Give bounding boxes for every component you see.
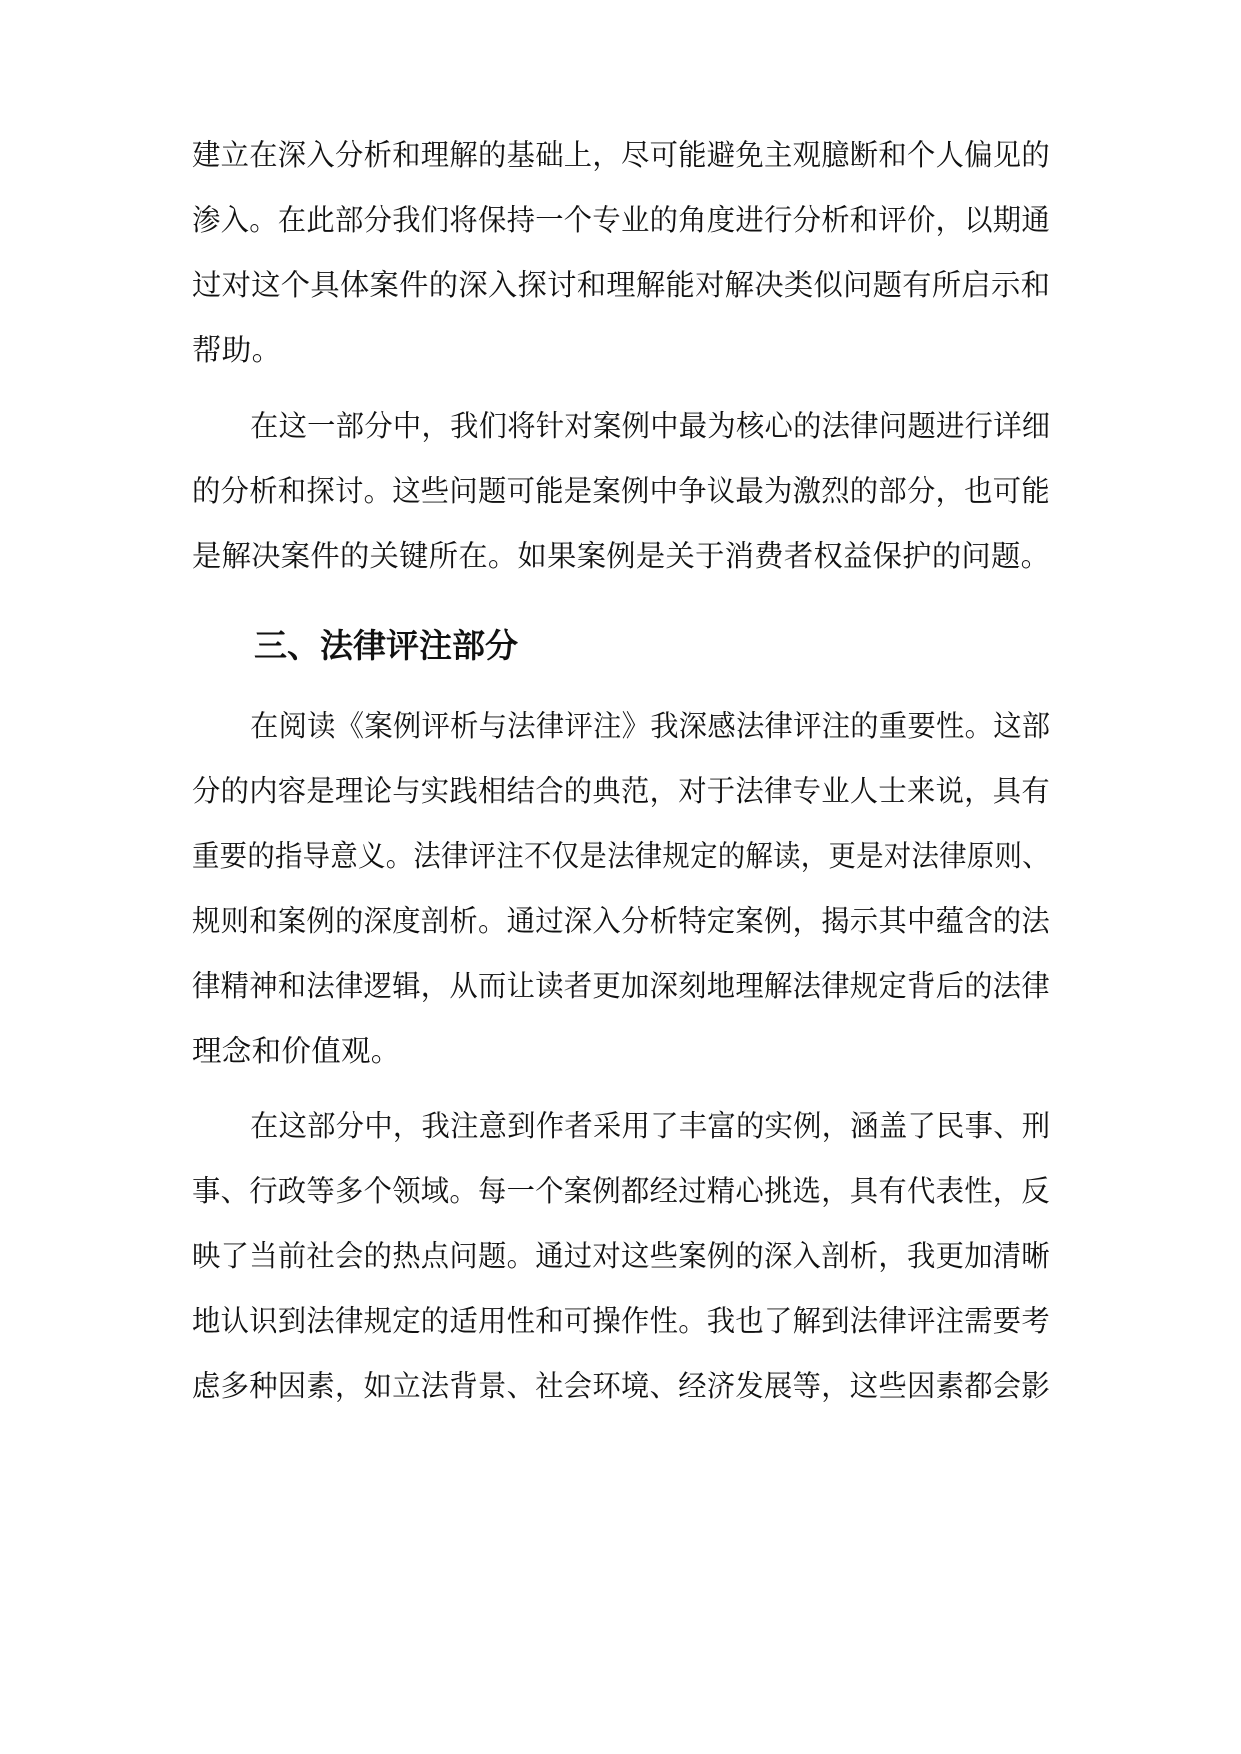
paragraph-line: 渗入。在此部分我们将保持一个专业的角度进行分析和评价，以期通 xyxy=(192,203,1051,237)
paragraph-line: 是解决案件的关键所在。如果案例是关于消费者权益保护的问题。 xyxy=(192,539,1051,573)
paragraph-line: 帮助。 xyxy=(192,333,282,367)
paragraph-line: 地认识到法律规定的适用性和可操作性。我也了解到法律评注需要考 xyxy=(192,1304,1051,1338)
paragraph-line: 规则和案例的深度剖析。通过深入分析特定案例，揭示其中蕴含的法 xyxy=(192,904,1051,938)
paragraph-line: 虑多种因素，如立法背景、社会环境、经济发展等，这些因素都会影 xyxy=(192,1369,1051,1403)
paragraph-line: 律精神和法律逻辑，从而让读者更加深刻地理解法律规定背后的法律 xyxy=(192,969,1051,1003)
paragraph-line: 在这一部分中，我们将针对案例中最为核心的法律问题进行详细 xyxy=(250,409,1051,443)
paragraph-line: 在阅读《案例评析与法律评注》我深感法律评注的重要性。这部 xyxy=(250,709,1051,743)
paragraph-line: 理念和价值观。 xyxy=(192,1034,401,1068)
paragraph-line: 分的内容是理论与实践相结合的典范，对于法律专业人士来说，具有 xyxy=(192,774,1051,808)
paragraph-line: 在这部分中，我注意到作者采用了丰富的实例，涵盖了民事、刑 xyxy=(250,1109,1051,1143)
paragraph-line: 的分析和探讨。这些问题可能是案例中争议最为激烈的部分，也可能 xyxy=(192,474,1051,508)
paragraph-line: 重要的指导意义。法律评注不仅是法律规定的解读，更是对法律原则、 xyxy=(192,839,1050,873)
paragraph-line: 过对这个具体案件的深入探讨和理解能对解决类似问题有所启示和 xyxy=(192,268,1051,302)
paragraph-line: 建立在深入分析和理解的基础上，尽可能避免主观臆断和个人偏见的 xyxy=(192,138,1051,172)
paragraph-line: 映了当前社会的热点问题。通过对这些案例的深入剖析，我更加清晰 xyxy=(192,1239,1051,1273)
paragraph-line: 事、行政等多个领域。每一个案例都经过精心挑选，具有代表性，反 xyxy=(192,1174,1051,1208)
section-heading: 三、法律评注部分 xyxy=(254,626,518,665)
